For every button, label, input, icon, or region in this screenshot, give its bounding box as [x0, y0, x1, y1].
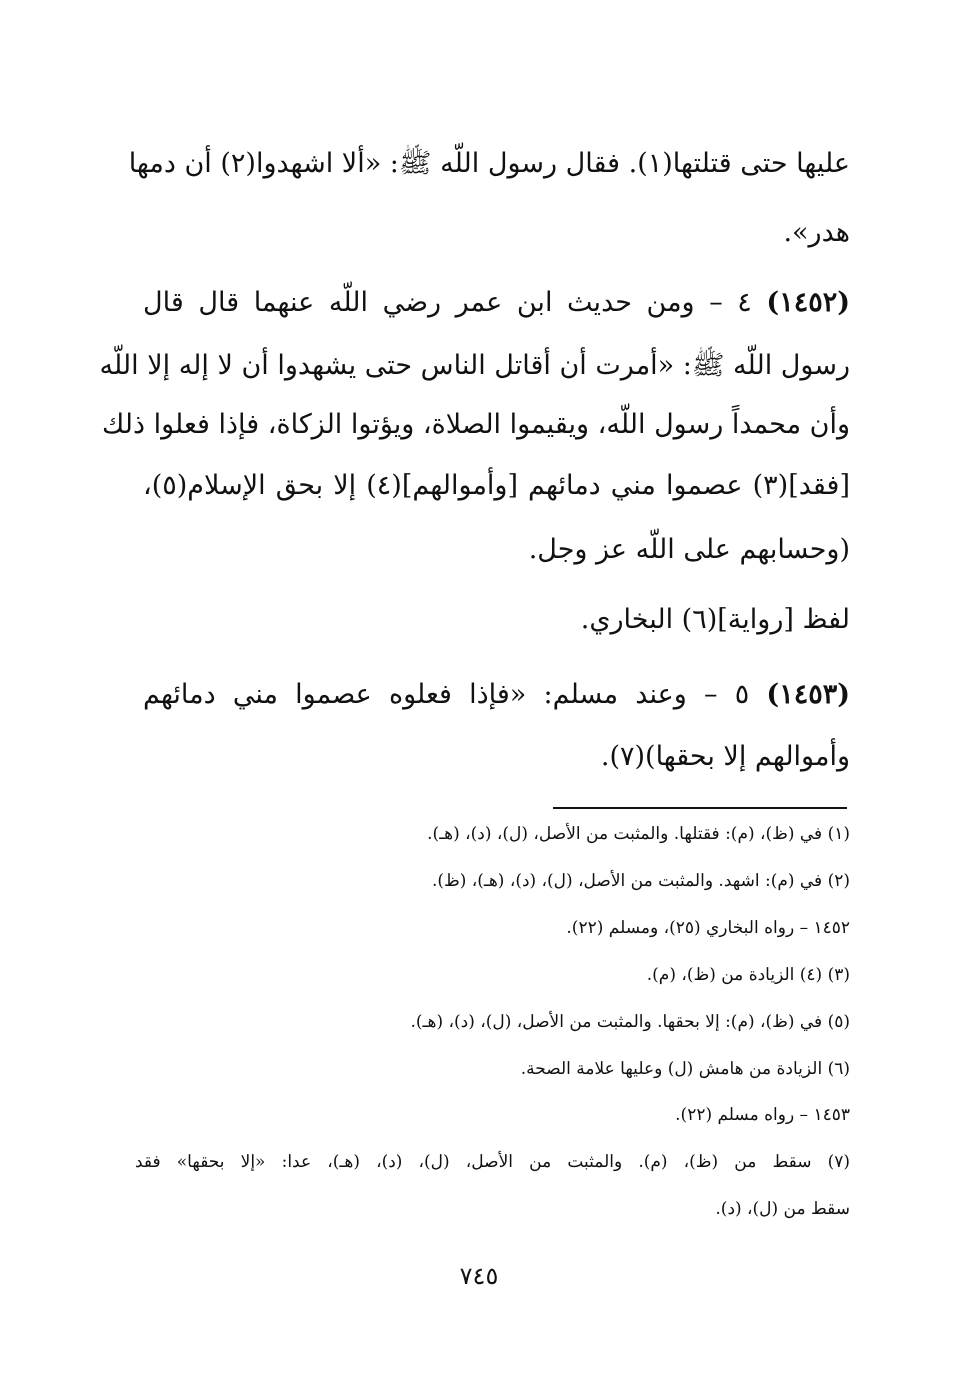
- text-run: ٤ – ومن حديث ابن عمر رضي اللّه عنهما قال قال: [143, 287, 752, 318]
- text-line: لفظ [رواية](٦) البخاري.: [580, 604, 850, 635]
- hadith-1453-line: [143, 675, 850, 715]
- page-number: ٧٤٥: [459, 1262, 499, 1290]
- footnote-divider: [553, 807, 847, 809]
- text-line: [فقد](٣) عصموا مني دمائهم [وأموالهم](٤) إلا بحق الإسلام(٥)،: [143, 470, 850, 501]
- text-line: عليها حتى قتلتها(١). فقال رسول اللّه ﷺ: «ألا اشهدوا(٢) أن دمها: [128, 148, 850, 179]
- footnote: (٦) الزيادة من هامش (ل) وعليها علامة الصحة.: [520, 1059, 850, 1079]
- text-line: وأموالهم إلا بحقها)(٧).: [600, 741, 850, 772]
- footnote: (٢) في (م): اشهد. والمثبت من الأصل، (ل)، (د)، (هـ)، (ظ).: [431, 871, 850, 891]
- text-line: (وحسابهم على اللّه عز وجل.: [528, 534, 850, 565]
- footnote-continuation: سقط من (ل)، (د).: [715, 1199, 850, 1219]
- hadith-number: (١٤٥٣): [766, 679, 850, 710]
- text-line: رسول اللّه ﷺ: «أمرت أن أقاتل الناس حتى يشهدوا أن لا إله إلا اللّه: [99, 350, 850, 381]
- text-line: هدر».: [783, 217, 850, 248]
- footnote: (٥) في (ظ)، (م): إلا بحقها. والمثبت من الأصل، (ل)، (د)، (هـ).: [410, 1012, 850, 1032]
- hadith-number: (١٤٥٢): [766, 287, 850, 318]
- footnote: ١٤٥٣ – رواه مسلم (٢٢).: [675, 1105, 850, 1125]
- footnote: (٧) سقط من (ظ)، (م). والمثبت من الأصل، (ل)، (د)، (هـ)، عدا: «إلا بحقها» فقد: [135, 1152, 850, 1172]
- footnote: ١٤٥٢ – رواه البخاري (٢٥)، ومسلم (٢٢).: [566, 918, 850, 938]
- text-run: ٥ – وعند مسلم: «فإذا فعلوه عصموا مني دمائهم: [143, 679, 750, 710]
- footnote: (٣) (٤) الزيادة من (ظ)، (م).: [646, 965, 850, 985]
- text-line: وأن محمداً رسول اللّه، ويقيموا الصلاة، ويؤتوا الزكاة، فإذا فعلوا ذلك: [102, 409, 850, 440]
- footnote: (١) في (ظ)، (م): فقتلها. والمثبت من الأصل، (ل)، (د)، (هـ).: [427, 824, 850, 844]
- hadith-1452-line: [143, 283, 850, 323]
